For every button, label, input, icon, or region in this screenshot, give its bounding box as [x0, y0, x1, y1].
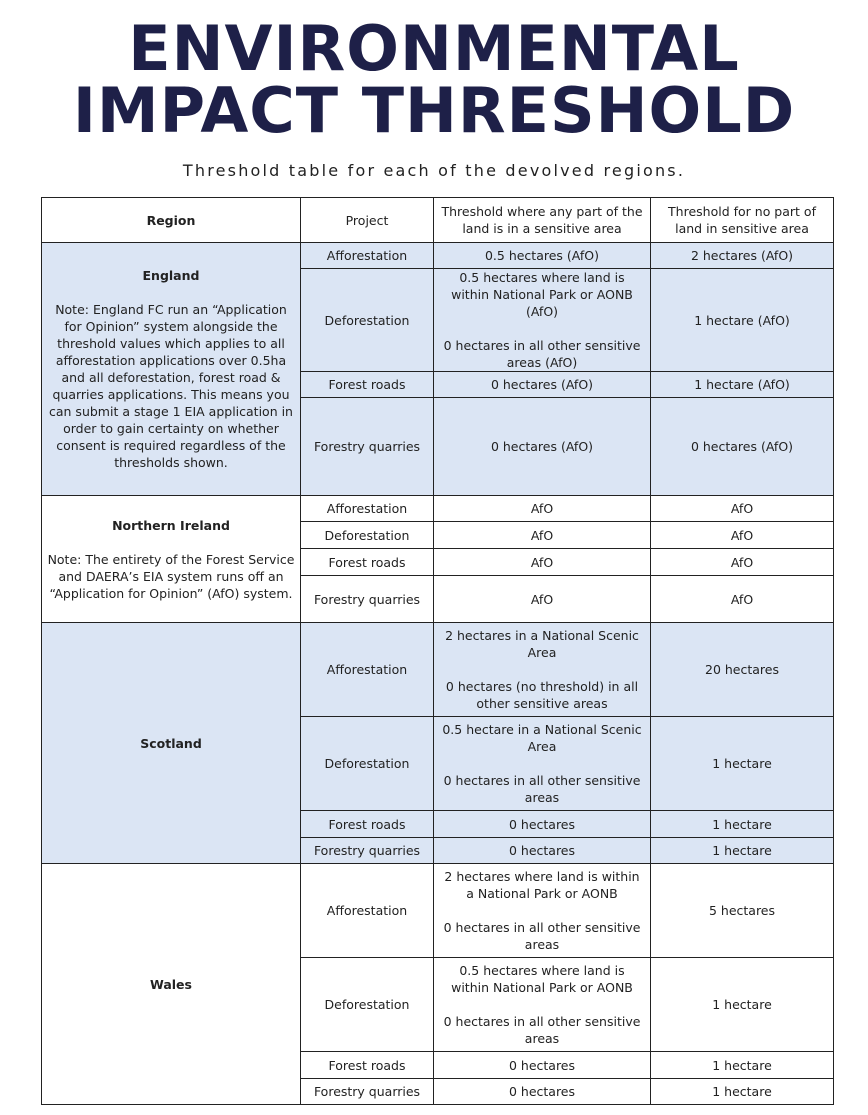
threshold-table [41, 197, 834, 1105]
project-cell: Deforestation [301, 717, 434, 811]
page-title-line-2: IMPACT THRESHOLD [72, 74, 796, 147]
non-sensitive-cell: AfO [651, 496, 834, 522]
sensitive-cell: AfO [434, 522, 651, 549]
non-sensitive-cell: AfO [651, 576, 834, 623]
table-row [42, 864, 834, 958]
header-region: Region [42, 198, 301, 243]
non-sensitive-cell: 20 hectares [651, 623, 834, 717]
project-cell: Deforestation [301, 269, 434, 372]
header-sensitive: Threshold where any part of the land is in a sensitive area [434, 198, 651, 243]
table-row [42, 496, 834, 522]
project-cell: Afforestation [301, 496, 434, 522]
header-non-sensitive: Threshold for no part of land in sensitive area [651, 198, 834, 243]
non-sensitive-cell: AfO [651, 522, 834, 549]
project-cell: Afforestation [301, 864, 434, 958]
sensitive-cell: 0.5 hectare in a National Scenic Area 0 hectares in all other sensitive areas [434, 717, 651, 811]
subtitle: Threshold table for each of the devolved regions. [182, 161, 686, 180]
non-sensitive-cell: 1 hectare [651, 1079, 834, 1105]
project-cell: Forest roads [301, 372, 434, 398]
region-name: Northern Ireland [112, 517, 230, 533]
project-cell: Forestry quarries [301, 398, 434, 496]
sensitive-cell: AfO [434, 496, 651, 522]
project-cell: Forestry quarries [301, 1079, 434, 1105]
region-name: Wales [150, 976, 192, 992]
project-cell: Deforestation [301, 522, 434, 549]
region-note: Note: England FC run an “Application for Opinion” system alongside the threshold values which applies to all afforestation applications over 0.5ha and all deforestation, forest road & quarries applications. This means you can submit a stage 1 EIA application in order to gain certainty on whether consent is required regardless of the thresholds shown. [49, 302, 293, 470]
sensitive-cell: 0 hectares [434, 1079, 651, 1105]
non-sensitive-cell: 1 hectare [651, 838, 834, 864]
sensitive-cell: 0 hectares (AfO) [434, 398, 651, 496]
non-sensitive-cell: 1 hectare [651, 717, 834, 811]
region-name: Scotland [140, 735, 202, 751]
non-sensitive-cell: AfO [651, 549, 834, 576]
table-row [42, 243, 834, 269]
project-cell: Forest roads [301, 549, 434, 576]
project-cell: Afforestation [301, 623, 434, 717]
table-header-row [42, 198, 834, 243]
sensitive-cell: 0.5 hectares (AfO) [434, 243, 651, 269]
project-cell: Deforestation [301, 958, 434, 1052]
region-cell-northern-ireland [42, 496, 301, 623]
non-sensitive-cell: 5 hectares [651, 864, 834, 958]
table-row [42, 623, 834, 717]
region-cell-scotland [42, 623, 301, 864]
sensitive-cell: 0.5 hectares where land is within National Park or AONB (AfO) 0 hectares in all other sensitive areas (AfO) [434, 269, 651, 372]
sensitive-cell: 0.5 hectares where land is within National Park or AONB 0 hectares in all other sensitive areas [434, 958, 651, 1052]
project-cell: Forestry quarries [301, 838, 434, 864]
non-sensitive-cell: 1 hectare [651, 958, 834, 1052]
sensitive-cell: 2 hectares where land is within a National Park or AONB 0 hectares in all other sensitive areas [434, 864, 651, 958]
project-cell: Afforestation [301, 243, 434, 269]
project-cell: Forest roads [301, 1052, 434, 1079]
sensitive-cell: 0 hectares [434, 811, 651, 838]
region-note: Note: The entirety of the Forest Service and DAERA’s EIA system runs off an “Application for Opinion” (AfO) system. [47, 551, 295, 601]
region-cell-england [42, 243, 301, 496]
project-cell: Forestry quarries [301, 576, 434, 623]
non-sensitive-cell: 1 hectare [651, 1052, 834, 1079]
sensitive-cell: 0 hectares [434, 838, 651, 864]
region-name: England [142, 268, 200, 283]
non-sensitive-cell: 1 hectare (AfO) [651, 269, 834, 372]
non-sensitive-cell: 1 hectare (AfO) [651, 372, 834, 398]
region-cell-wales [42, 864, 301, 1105]
header-project: Project [301, 198, 434, 243]
sensitive-cell: 0 hectares (AfO) [434, 372, 651, 398]
sensitive-cell: AfO [434, 549, 651, 576]
sensitive-cell: AfO [434, 576, 651, 623]
sensitive-cell: 0 hectares [434, 1052, 651, 1079]
project-cell: Forest roads [301, 811, 434, 838]
non-sensitive-cell: 0 hectares (AfO) [651, 398, 834, 496]
non-sensitive-cell: 2 hectares (AfO) [651, 243, 834, 269]
sensitive-cell: 2 hectares in a National Scenic Area 0 hectares (no threshold) in all other sensitive areas [434, 623, 651, 717]
non-sensitive-cell: 1 hectare [651, 811, 834, 838]
page-title-line-1: ENVIRONMENTAL [128, 12, 740, 85]
